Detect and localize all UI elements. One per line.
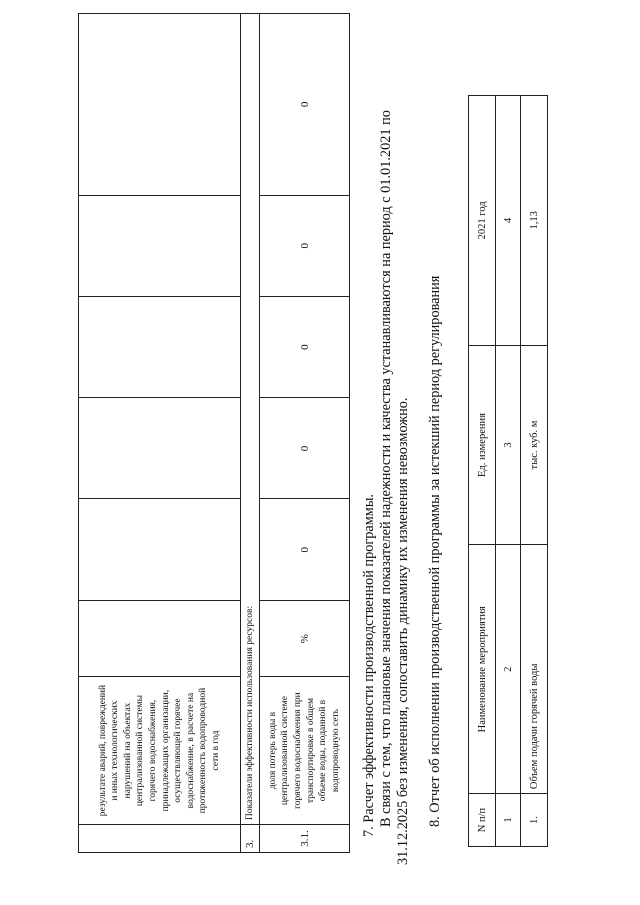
program-report-table xyxy=(468,95,548,847)
section7-text-line2: 31.12.2025 без изменения, сопоставить динамику их изменения невозможно. xyxy=(395,397,411,865)
table-row xyxy=(521,96,548,847)
table-row xyxy=(79,14,241,853)
index-cell: 2 xyxy=(496,545,521,794)
value-cell: 0 xyxy=(260,14,350,196)
unit-cell: тыс. куб. м xyxy=(521,345,548,545)
value-cell: 1,13 xyxy=(521,96,548,346)
section7-heading: 7. Расчет эффективности производственной программы. xyxy=(361,493,377,837)
header-number: N п/п xyxy=(469,794,496,847)
row-number: 3.1. xyxy=(260,825,350,853)
index-cell: 3 xyxy=(496,345,521,545)
measure-name: Объем подачи горячей воды xyxy=(521,545,548,794)
indicators-table xyxy=(78,13,350,853)
section7-text-line1: В связи с тем, что плановые значения показателей надежности и качества устанавливаются на период с 01.01.2021 по xyxy=(378,110,394,827)
row-number: 1. xyxy=(521,794,548,847)
header-measure: Наименование мероприятия xyxy=(469,545,496,794)
table-index-row xyxy=(496,96,521,847)
indicator-description: результате аварий, повреждений и иных технологических нарушений на объектах централизованной системы горячего водоснабжения, принадлежащих организации, осуществляющей горячее водоснабжение, в расчете на протяженность водопроводной сети в год xyxy=(79,677,241,825)
value-cell: 0 xyxy=(260,499,350,601)
value-cell: 0 xyxy=(260,296,350,398)
indicator-description: доля потерь воды в централизованной системе горячего водоснабжения при транспортировке в общем объеме воды, поданной в водопроводную сеть xyxy=(260,677,350,825)
section-title: Показатели эффективности использования ресурсов: xyxy=(241,14,260,825)
index-cell: 1 xyxy=(496,794,521,847)
value-cell: 0 xyxy=(260,195,350,296)
value-cell: 0 xyxy=(260,398,350,499)
table-header-row xyxy=(469,96,496,847)
header-unit: Ед. измерения xyxy=(469,345,496,545)
table-row xyxy=(260,14,350,853)
row-number-cell xyxy=(79,825,241,853)
section8-heading: 8. Отчет об исполнении производственной программы за истекший период регулирования xyxy=(427,275,443,827)
header-year: 2021 год xyxy=(469,96,496,346)
section-number: 3. xyxy=(241,825,260,853)
unit-cell: % xyxy=(260,601,350,677)
index-cell: 4 xyxy=(496,96,521,346)
table-row xyxy=(241,14,260,853)
